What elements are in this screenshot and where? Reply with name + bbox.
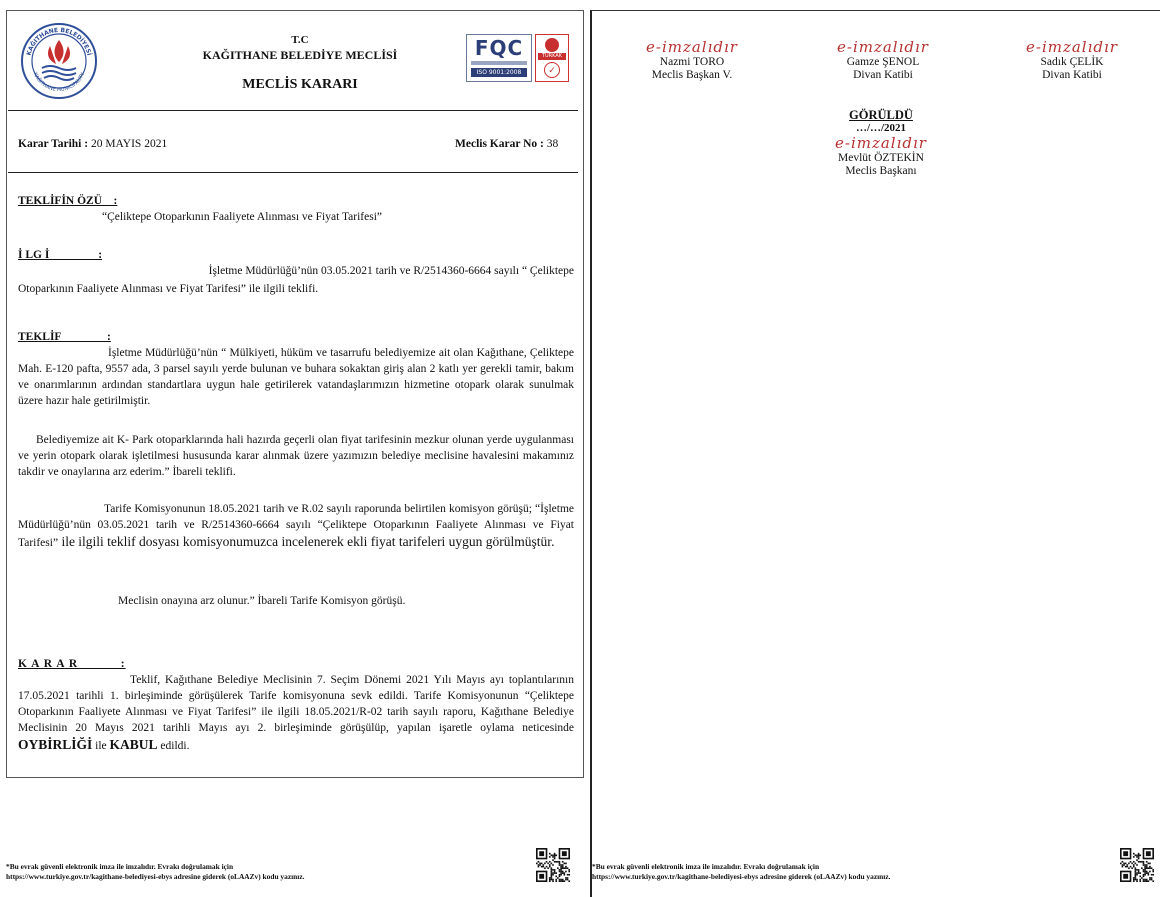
ozu-heading: TEKLİFİN ÖZÜ : (18, 195, 118, 207)
decision-date-value: 20 MAYIS 2021 (88, 138, 168, 150)
logo-text-bottom: KAĞITHANE MUNICIPALITY (31, 71, 87, 94)
fqc-text: FQC (474, 36, 524, 60)
teklif-paragraph-3 (18, 501, 574, 551)
karar-unanimous: OYBİRLİĞİ (18, 737, 93, 752)
date-divider (8, 172, 578, 173)
signature-block-3 (1007, 38, 1137, 82)
qr-code-icon-right[interactable] (1120, 848, 1154, 882)
signature-block-1 (627, 38, 757, 82)
municipality-logo-icon (20, 22, 98, 100)
ilgi-text-line2: Otoparkının Faaliyete Alınması ve Fiyat Tarifesi” ile ilgili teklifi. (18, 283, 319, 295)
signer-role-3: Divan Katibi (1042, 69, 1102, 81)
footer-line1-right: *Bu evrak güvenli elektronik imza ile imzalıdır. Evrakı doğrulamak için (592, 862, 820, 871)
karar-text-part1: Teklif, Kağıthane Belediye Meclisinin 7. Seçim Dönemi 2021 Yılı Mayıs ayı toplantılarının 17.05.2021 tarihli 1. birleşiminde görüşülerek Tarife komisyonuna sevk edildi. Tarife Komisyonunun “Çeliktepe Otoparkının Faaliyete Alınması ve Fiyat Tarifesi” ile ilgili 18.05.2021/R-02 tarih sayılı raporu, Kağıthane Belediye Meclisinin 20 Mayıs 2021 tarihli Mayıs ayı 2. birleşiminde görüşülüp, yapılan işaretle oylama neticesinde (18, 674, 574, 734)
signer-name-3: Sadık ÇELİK (1040, 56, 1104, 68)
ilgi-heading: İ LG İ : (18, 249, 103, 261)
footer-notice-right (592, 862, 890, 882)
approval-esignature: e-imzalıdır (835, 134, 927, 152)
page-title: MECLİS KARARI (242, 77, 358, 92)
decision-number (455, 136, 558, 152)
qr-code-icon[interactable] (536, 848, 570, 882)
decision-number-value: 38 (543, 138, 559, 150)
esignature-1: e-imzalıdır (646, 38, 738, 56)
karar-text (18, 672, 574, 754)
signature-block-2 (818, 38, 948, 82)
esignature-3: e-imzalıdır (1026, 38, 1118, 56)
esignature-2: e-imzalıdır (837, 38, 929, 56)
header-divider (8, 110, 578, 111)
teklif-heading: TEKLİF : (18, 331, 111, 343)
signer-name-1: Nazmi TORO (659, 56, 725, 68)
turkak-logo-icon: TÜRKAK ✓ (535, 34, 569, 82)
decision-number-label: Meclis Karar No : (455, 138, 544, 150)
signer-role-2: Divan Katibi (853, 69, 913, 81)
signer-name-2: Gamze ŞENOL (846, 56, 920, 68)
decision-date (18, 136, 167, 152)
teklif-paragraph-3-part2: ile ilgili teklif dosyası komisyonumuzca incelenerek ekli fiyat tarifeleri uygun görülmüştür. (58, 534, 555, 549)
teklif-paragraph-4: Meclisin onayına arz olunur.” İbareli Tarife Komisyon görüşü. (118, 595, 406, 607)
signer-role-1: Meclis Başkan V. (651, 69, 733, 81)
approval-name: Mevlüt ÖZTEKİN (838, 152, 924, 164)
teklif-paragraph-2: Belediyemize ait K- Park otoparklarında hali hazırda geçerli olan fiyat tarifesinin mezkur olunan yerde uygulanması ve yerin otopark olarak işletilmesi hususunda karar alınmak üzere yazımızın belediye meclisine havalesini makamınız takdir ve onaylarına arz ederim.” İbareli teklifi. (18, 434, 574, 478)
teklif-paragraph-1: İşletme Müdürlüğü’nün “ Mülkiyeti, hüküm ve tasarrufu belediyemize ait olan Kağıthane, Çeliktepe Mah. E-120 pafta, 9557 ada, 3 parsel sayılı yerde bulunan ve buhara sokaktan giriş alan 2 katlı yer gerekli tamir, bakım ve onarımlarının ardından standartlara uygun hale getirilerek vatandaşlarımızın hizmetine otopark olarak sunulmak üzere hazır hale getirilmiştir. (18, 347, 574, 407)
decision-date-label: Karar Tarihi : (18, 138, 89, 150)
fqc-certificate-logo-icon (466, 34, 532, 82)
footer-line2: https://www.turkiye.gov.tr/kagithane-belediyesi-ebys adresine giderek (oLAAZv) kodu yazınız. (6, 872, 305, 881)
teklif-paragraph-3-part1: Tarife Komisyonunun 18.05.2021 tarih ve R.02 sayılı raporunda belirtilen komisyon görüşü; “İşletme Müdürlüğü’nün 03.05.2021 tarih ve R/2514360-6664 sayılı “Çeliktepe Otoparkının Faaliyete Alınması ve Fiyat Tarifesi” (18, 503, 574, 549)
approval-role: Meclis Başkanı (845, 165, 917, 177)
footer-line2-right: https://www.turkiye.gov.tr/kagithane-belediyesi-ebys adresine giderek (oLAAZv) kodu yazınız. (592, 872, 891, 881)
logo-text-top: KAĞITHANE BELEDİYESİ (25, 26, 93, 57)
fqc-iso-text: ISO 9001:2008 (471, 68, 527, 77)
header-tc: T.C (291, 34, 309, 46)
karar-text-part2: ile (92, 740, 110, 752)
karar-heading: K A R A R : (18, 658, 126, 670)
ilgi-text-line1: İşletme Müdürlüğü’nün 03.05.2021 tarih ve R/2514360-6664 sayılı “ Çeliktepe (208, 265, 574, 277)
approval-heading: GÖRÜLDÜ (849, 108, 913, 122)
karar-text-part3: edildi. (157, 740, 190, 752)
turkak-text: TÜRKAK (538, 53, 566, 60)
header-council-name: KAĞITHANE BELEDİYE MECLİSİ (202, 48, 398, 62)
ozu-text: “Çeliktepe Otoparkının Faaliyete Alınması ve Fiyat Tarifesi” (102, 211, 383, 223)
approval-date: …/…/2021 (855, 122, 907, 134)
approval-block (811, 108, 951, 178)
footer-line1: *Bu evrak güvenli elektronik imza ile imzalıdır. Evrakı doğrulamak için (6, 862, 234, 871)
footer-notice (6, 862, 304, 882)
karar-accepted: KABUL (109, 737, 158, 752)
right-page (590, 0, 1160, 897)
